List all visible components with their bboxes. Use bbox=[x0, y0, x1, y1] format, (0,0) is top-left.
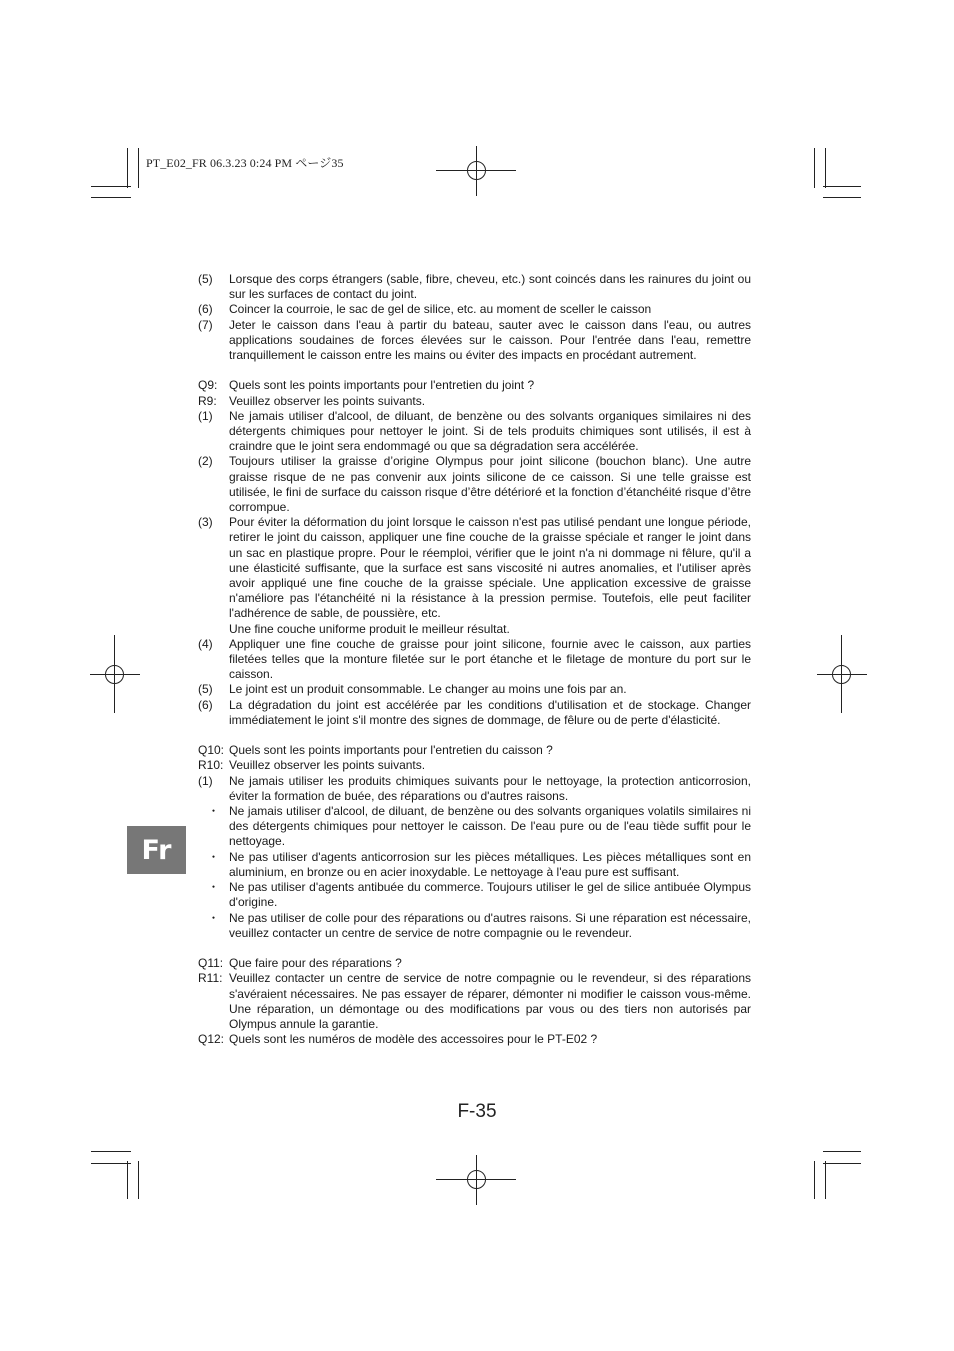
crop-mark bbox=[127, 148, 128, 188]
item-text: Lorsque des corps étrangers (sable, fibre, cheveu, etc.) sont coincés dans les rainures du joint ou sur les surfaces de contact du joint. bbox=[229, 272, 751, 302]
faq-content bbox=[198, 272, 751, 1047]
crop-mark bbox=[823, 186, 861, 187]
bullet-marker: ・ bbox=[207, 804, 220, 819]
item-label: (6) bbox=[198, 697, 213, 712]
continuation-line bbox=[198, 622, 751, 637]
item-label: (3) bbox=[198, 515, 213, 530]
registration-mark bbox=[90, 635, 140, 713]
language-tab: Fr bbox=[127, 826, 186, 874]
faq-entry bbox=[198, 378, 751, 393]
bullet-item bbox=[198, 804, 751, 850]
list-item bbox=[198, 682, 751, 697]
bullet-marker: ・ bbox=[207, 880, 220, 895]
faq-entry bbox=[198, 971, 751, 1032]
crop-mark bbox=[814, 1161, 815, 1199]
list-item bbox=[198, 515, 751, 621]
list-item bbox=[198, 454, 751, 515]
paragraph-spacer bbox=[198, 941, 751, 956]
crop-mark bbox=[91, 197, 131, 198]
crop-mark bbox=[825, 1161, 826, 1199]
crop-mark bbox=[91, 1163, 131, 1164]
list-item bbox=[198, 698, 751, 728]
item-text: Appliquer une fine couche de graisse pour joint silicone, fournie avec le caisson, aux parties filetées telles que la monture filetée sur le port étanche et le filetage de monture du port sur le caisson. bbox=[229, 636, 751, 682]
item-text: Veuillez contacter un centre de service de notre compagnie ou le revendeur, si des réparations s'avéraient nécessaires. Ne pas essayer de réparer, démonter ni modifier le caisson vous-même. Une réparation, un démontage ou des modifications par vous ou des tiers non autorisés par Olympus annule la garantie. bbox=[229, 971, 751, 1031]
item-text: Que faire pour des réparations ? bbox=[229, 956, 402, 971]
crop-mark bbox=[823, 1163, 861, 1164]
faq-entry bbox=[198, 743, 751, 758]
crop-mark bbox=[823, 1151, 861, 1152]
item-text: Coincer la courroie, le sac de gel de silice, etc. au moment de sceller le caisson bbox=[229, 302, 652, 317]
bullet-marker: ・ bbox=[207, 910, 220, 925]
item-text: Ne pas utiliser d'agents antibuée du commerce. Toujours utiliser le gel de silice antibuée Olympus d'origine. bbox=[229, 880, 751, 910]
list-item bbox=[198, 272, 751, 302]
item-text: Quels sont les points importants pour l'entretien du joint ? bbox=[229, 378, 535, 393]
item-text: Veuillez observer les points suivants. bbox=[229, 758, 426, 773]
list-item bbox=[198, 302, 751, 317]
crop-mark bbox=[814, 148, 815, 188]
paragraph-spacer bbox=[198, 363, 751, 378]
item-text: Veuillez observer les points suivants. bbox=[229, 393, 426, 408]
list-item bbox=[198, 318, 751, 364]
crop-mark bbox=[127, 1161, 128, 1199]
page-number: F-35 bbox=[457, 1101, 497, 1122]
crop-mark bbox=[823, 197, 861, 198]
list-item bbox=[198, 774, 751, 804]
item-label: (4) bbox=[198, 636, 213, 651]
list-item bbox=[198, 637, 751, 683]
item-label: (2) bbox=[198, 454, 213, 469]
registration-mark bbox=[817, 635, 867, 713]
item-label: (7) bbox=[198, 317, 213, 332]
faq-entry bbox=[198, 758, 751, 773]
registration-mark bbox=[436, 146, 516, 196]
item-text: Ne pas utiliser d'agents anticorrosion sur les pièces métalliques. Les pièces métalliques sont en aluminium, en bronze ou en acier inoxydable. Le nettoyage à l'eau pure est suffisant. bbox=[229, 849, 751, 879]
item-label: Q9: bbox=[198, 378, 218, 393]
item-text: La dégradation du joint est accélérée par les conditions d'utilisation et de stockage. Changer immédiatement le joint s'il montre des signes de dommage, de fêlure ou de perte d'élasticité. bbox=[229, 697, 751, 727]
item-label: Q11: bbox=[198, 956, 224, 971]
list-item bbox=[198, 409, 751, 455]
item-text: Une fine couche uniforme produit le meilleur résultat. bbox=[229, 621, 510, 636]
item-label: Q10: bbox=[198, 743, 225, 758]
crop-mark bbox=[138, 148, 139, 188]
item-label bbox=[198, 622, 229, 637]
item-label: (1) bbox=[198, 773, 213, 788]
item-label: (5) bbox=[198, 272, 213, 286]
crop-mark bbox=[91, 1151, 131, 1152]
bullet-item bbox=[198, 850, 751, 880]
faq-entry bbox=[198, 394, 751, 409]
faq-entry bbox=[198, 956, 751, 971]
crop-mark bbox=[138, 1161, 139, 1199]
crop-mark bbox=[91, 186, 131, 187]
item-text: Ne jamais utiliser d'alcool, de diluant, de benzène ou des solvants organiques volatils similaires ni des détergents chimiques pour nettoyer le caisson. De l'eau pure ou de l'eau tiède suffit pour le nettoyage. bbox=[229, 804, 751, 849]
bullet-item bbox=[198, 880, 751, 910]
item-text: Quels sont les points importants pour l'entretien du caisson ? bbox=[229, 743, 553, 758]
item-label: R10: bbox=[198, 758, 224, 773]
item-label: R9: bbox=[198, 393, 217, 408]
item-label: (5) bbox=[198, 682, 213, 697]
faq-entry bbox=[198, 1032, 751, 1047]
item-label: (6) bbox=[198, 302, 213, 317]
print-slug: PT_E02_FR 06.3.23 0:24 PM ページ35 bbox=[146, 156, 344, 170]
item-text: Quels sont les numéros de modèle des accessoires pour le PT-E02 ? bbox=[229, 1032, 598, 1047]
crop-mark bbox=[825, 148, 826, 188]
item-text: Pour éviter la déformation du joint lorsque le caisson n'est pas utilisé pendant une longue période, retirer le joint du caisson, appliquer une fine couche de la graisse spéciale et ranger le joint dans un sac en plastique propre. Pour le réemploi, vérifier que le joint n'a ni dommage ni fêlure, qu'il a une élasticité suffisante, que la surface est sans viscosité ni autres anomalies, et l'utiliser après avoir appliqué une fine couche de la graisse spéciale. Une application excessive de graisse n'améliore pas l'étanchéité ni la résistance à la pression permise. Toutefois, elle peut faciliter l'adhérence de sable, de poussière, etc. bbox=[229, 515, 751, 621]
item-text: Ne pas utiliser de colle pour des réparations ou d'autres raisons. Si une réparation est nécessaire, veuillez contacter un centre de service de notre compagnie ou le revendeur. bbox=[229, 910, 751, 940]
item-text: Toujours utiliser la graisse d’origine Olympus pour joint silicone (bouchon blanc). Une autre graisse risque de ne pas convenir aux joints silicone de ce caisson. Si une telle graisse est utilisée, le fini de surface du caisson risque d’être détérioré et la fonction d’étanchéité risque d’être corrompue. bbox=[229, 454, 751, 515]
item-text: Le joint est un produit consommable. Le changer au moins une fois par an. bbox=[229, 682, 627, 697]
item-label: R11: bbox=[198, 971, 223, 986]
bullet-item bbox=[198, 911, 751, 941]
item-text: Ne jamais utiliser les produits chimiques suivants pour le nettoyage, la protection anticorrosion, éviter la formation de buée, des réparations ou d'autres raisons. bbox=[229, 773, 751, 803]
item-label: (1) bbox=[198, 408, 213, 423]
item-text: Jeter le caisson dans l'eau à partir du bateau, sauter avec le caisson dans l'eau, ou autres applications soudaines de forces élevées sur le caisson. Pour l'entrée dans l'eau, remettre tranquillement le caisson entre les mains ou éviter des impacts en procédant autrement. bbox=[229, 317, 751, 363]
bullet-marker: ・ bbox=[207, 849, 220, 864]
paragraph-spacer bbox=[198, 728, 751, 743]
item-label: Q12: bbox=[198, 1032, 225, 1047]
registration-mark bbox=[436, 1155, 516, 1205]
item-text: Ne jamais utiliser d'alcool, de diluant, de benzène ou des solvants organiques similaires ni des détergents chimiques pour nettoyer le joint. Si de tels produits chimiques sont utilisés, il est à craindre que le joint sera endommagé ou que sa dégradation sera accélérée. bbox=[229, 408, 751, 454]
